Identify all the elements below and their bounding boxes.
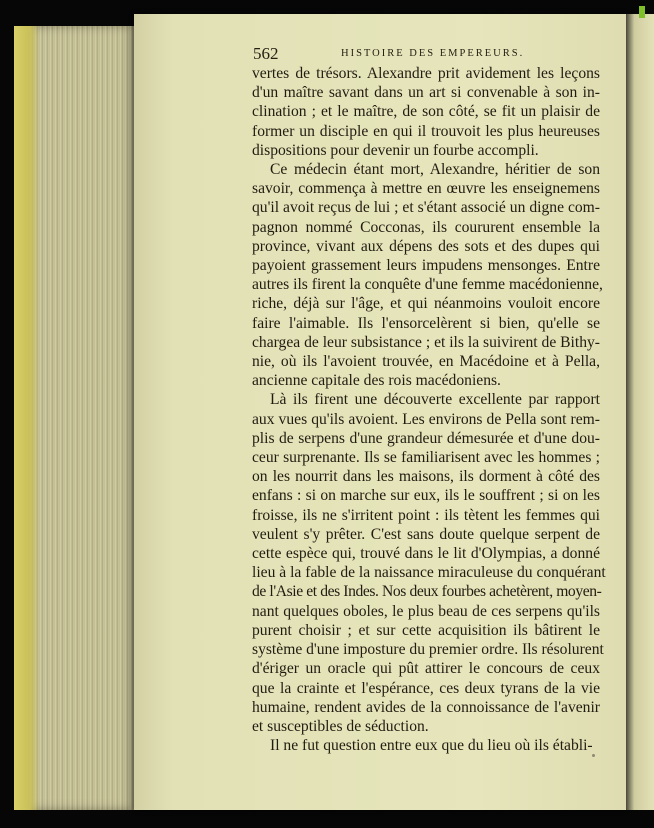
text-line: autres ils firent la conquête d'une femme macédonienne, (252, 276, 603, 294)
text-line: qu'il avoit reçus de lui ; et s'étant associé un digne com- (252, 199, 600, 217)
body-text (252, 64, 606, 755)
text-line: chargea de leur subsistance ; et ils la suivirent de Bithy- (252, 333, 600, 351)
text-line: vertes de trésors. Alexandre prit avidement les leçons (252, 65, 600, 82)
text-line: pagnon nommé Cocconas, ils coururent ensemble la (252, 218, 600, 236)
paper-spot (592, 754, 595, 757)
text-line: ancienne capitale des rois macédoniens. (252, 372, 501, 390)
text-line: d'ériger un oracle qui pût attirer le concours de ceux (252, 660, 600, 678)
text-line: Là ils firent une découverte excellente par rapport (270, 391, 600, 409)
text-line: froisse, ils ne s'irritent point : ils tètent les femmes qui (252, 506, 600, 524)
text-line: savoir, commença à mettre en œuvre les enseignemens (252, 180, 600, 198)
text-line: faire l'aimable. Ils l'ensorcelèrent si bien, qu'elle se (252, 314, 600, 332)
text-line: nie, où ils l'avoient trouvée, en Macédoine et à Pella, (252, 353, 600, 371)
text-line: clination ; et le maître, de son côté, se fit un plaisir de (252, 103, 600, 121)
text-line: enfans : si on marche sur eux, ils le souffrent ; si on les (252, 487, 600, 505)
page-number: 562 (253, 44, 279, 63)
text-line: système d'une imposture du premier ordre. Ils résolurent (252, 641, 604, 659)
text-line: purent choisir ; et sur cette acquisition ils bâtirent le (252, 621, 600, 639)
text-line: que la crainte et l'espérance, ces deux tyrans de la vie (252, 679, 600, 697)
text-line: plis de serpens d'une grandeur démesurée et d'une dou- (252, 429, 600, 447)
text-line: d'un maître savant dans un art si convenable à son in- (252, 84, 600, 102)
text-line: ceur surprenante. Ils se familiarisent avec les hommes ; (252, 449, 600, 467)
facing-page-edge (626, 14, 654, 810)
text-line: veulent s'y prêter. C'est sans doute quelque serpent de (252, 525, 600, 543)
text-line: Ce médecin étant mort, Alexandre, héritier de son (270, 161, 600, 179)
text-line: former un disciple en qui il trouvoit les plus heureuses (252, 122, 600, 140)
page-header (253, 44, 601, 64)
page-edges (14, 26, 136, 810)
text-line: humaine, rendent avides de la connoissance de l'avenir (252, 698, 600, 716)
text-line: de l'Asie et des Indes. Nos deux fourbes achetèrent, moyen- (252, 583, 602, 601)
text-line: lieu à la fable de la naissance miraculeuse du conquérant (252, 564, 606, 582)
bookmark-tab (639, 6, 645, 18)
text-line: riche, déjà sur l'âge, et qui néanmoins vouloit encore (252, 295, 600, 313)
running-head: HISTOIRE DES EMPEREURS. (341, 48, 525, 59)
text-line: dispositions pour devenir un fourbe accompli. (252, 141, 539, 159)
text-line: aux vues qu'ils avoient. Les environs de Pella sont rem- (252, 410, 600, 428)
text-line: on les nourrit dans les maisons, ils dorment à côté des (252, 468, 600, 486)
text-line: province, vivant aux dépens des sots et des dupes qui (252, 237, 600, 255)
text-line: Il ne fut question entre eux que du lieu où ils établi- (270, 737, 593, 755)
text-line: payoient grassement leurs impudens mensonges. Entre (252, 257, 600, 275)
text-line: et susceptibles de séduction. (252, 717, 429, 735)
text-line: nant quelques oboles, le plus beau de ces serpens qu'ils (252, 602, 600, 620)
text-line: cette espèce qui, trouvé dans le lit d'Olympias, a donné (252, 545, 600, 563)
